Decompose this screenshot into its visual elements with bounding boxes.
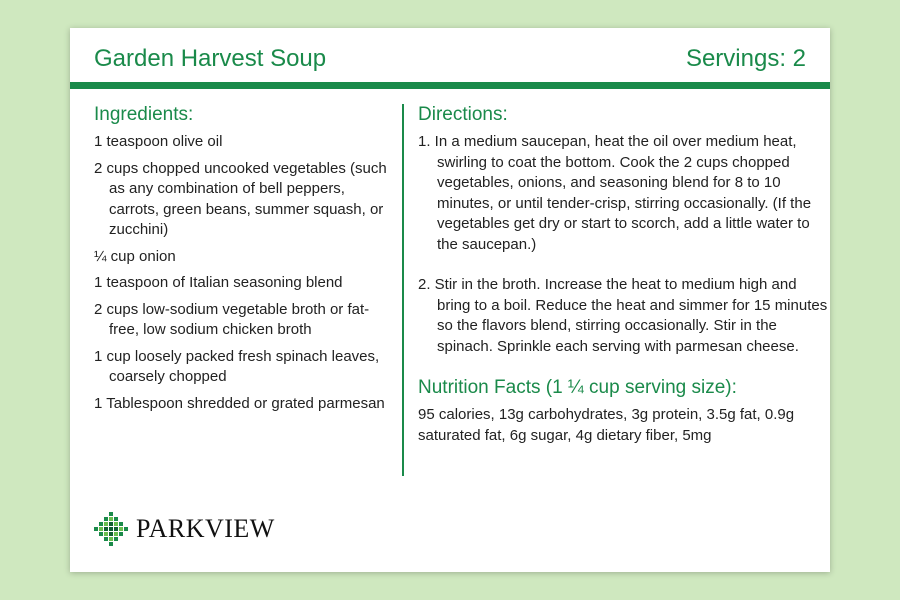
nutrition-heading: Nutrition Facts (1 ¼ cup serving size):	[418, 377, 737, 398]
nutrition-section	[418, 377, 828, 446]
nutrition-text: 95 calories, 13g carbohydrates, 3g protein, 3.5g fat, 0.9g saturated fat, 6g sugar, 4g dietary fiber, 5mg	[418, 406, 795, 444]
ingredient-item: 1 Tablespoon shredded or grated parmesan	[94, 394, 385, 412]
parkview-logo	[94, 512, 275, 546]
direction-step: 1. In a medium saucepan, heat the oil over medium heat, swirling to coat the bottom. Cook the 2 cups chopped vegetables, onions, and seasoning blend for 8 to 10 minutes, or until tender-crisp, stirring occasionally. (If the vegetables get dry or start to scorch, add a little water to the saucepan.)	[418, 133, 812, 253]
ingredient-item: 2 cups low-sodium vegetable broth or fat-free, low sodium chicken broth	[94, 300, 370, 338]
column-divider	[402, 104, 404, 476]
ingredient-item: 1 cup loosely packed fresh spinach leaves, coarsely chopped	[94, 347, 380, 385]
recipe-card	[70, 28, 830, 572]
ingredient-item: 1 teaspoon olive oil	[94, 133, 223, 150]
ingredient-item: 1 teaspoon of Italian seasoning blend	[94, 274, 343, 291]
ingredients-section	[94, 104, 394, 420]
ingredients-heading: Ingredients:	[94, 104, 194, 125]
recipe-title: Garden Harvest Soup	[94, 45, 327, 72]
directions-section	[418, 104, 828, 446]
header-divider	[70, 82, 830, 89]
servings-label: Servings: 2	[685, 45, 806, 72]
card-header	[94, 42, 806, 76]
direction-step: 2. Stir in the broth. Increase the heat to medium high and bring to a boil. Reduce the heat and simmer for 15 minutes so the flavors blend, stirring occasionally. Stir in the spinach. Sprinkle each serving with parmesan cheese.	[418, 276, 828, 355]
directions-heading: Directions:	[418, 104, 508, 125]
ingredient-item: ¼ cup onion	[94, 247, 176, 265]
ingredient-item: 2 cups chopped uncooked vegetables (such as any combination of bell peppers, carrots, green beans, summer squash, or zucchini)	[94, 159, 387, 238]
parkview-logo-icon	[94, 512, 128, 546]
logo-text: PARKVIEW	[136, 514, 275, 543]
